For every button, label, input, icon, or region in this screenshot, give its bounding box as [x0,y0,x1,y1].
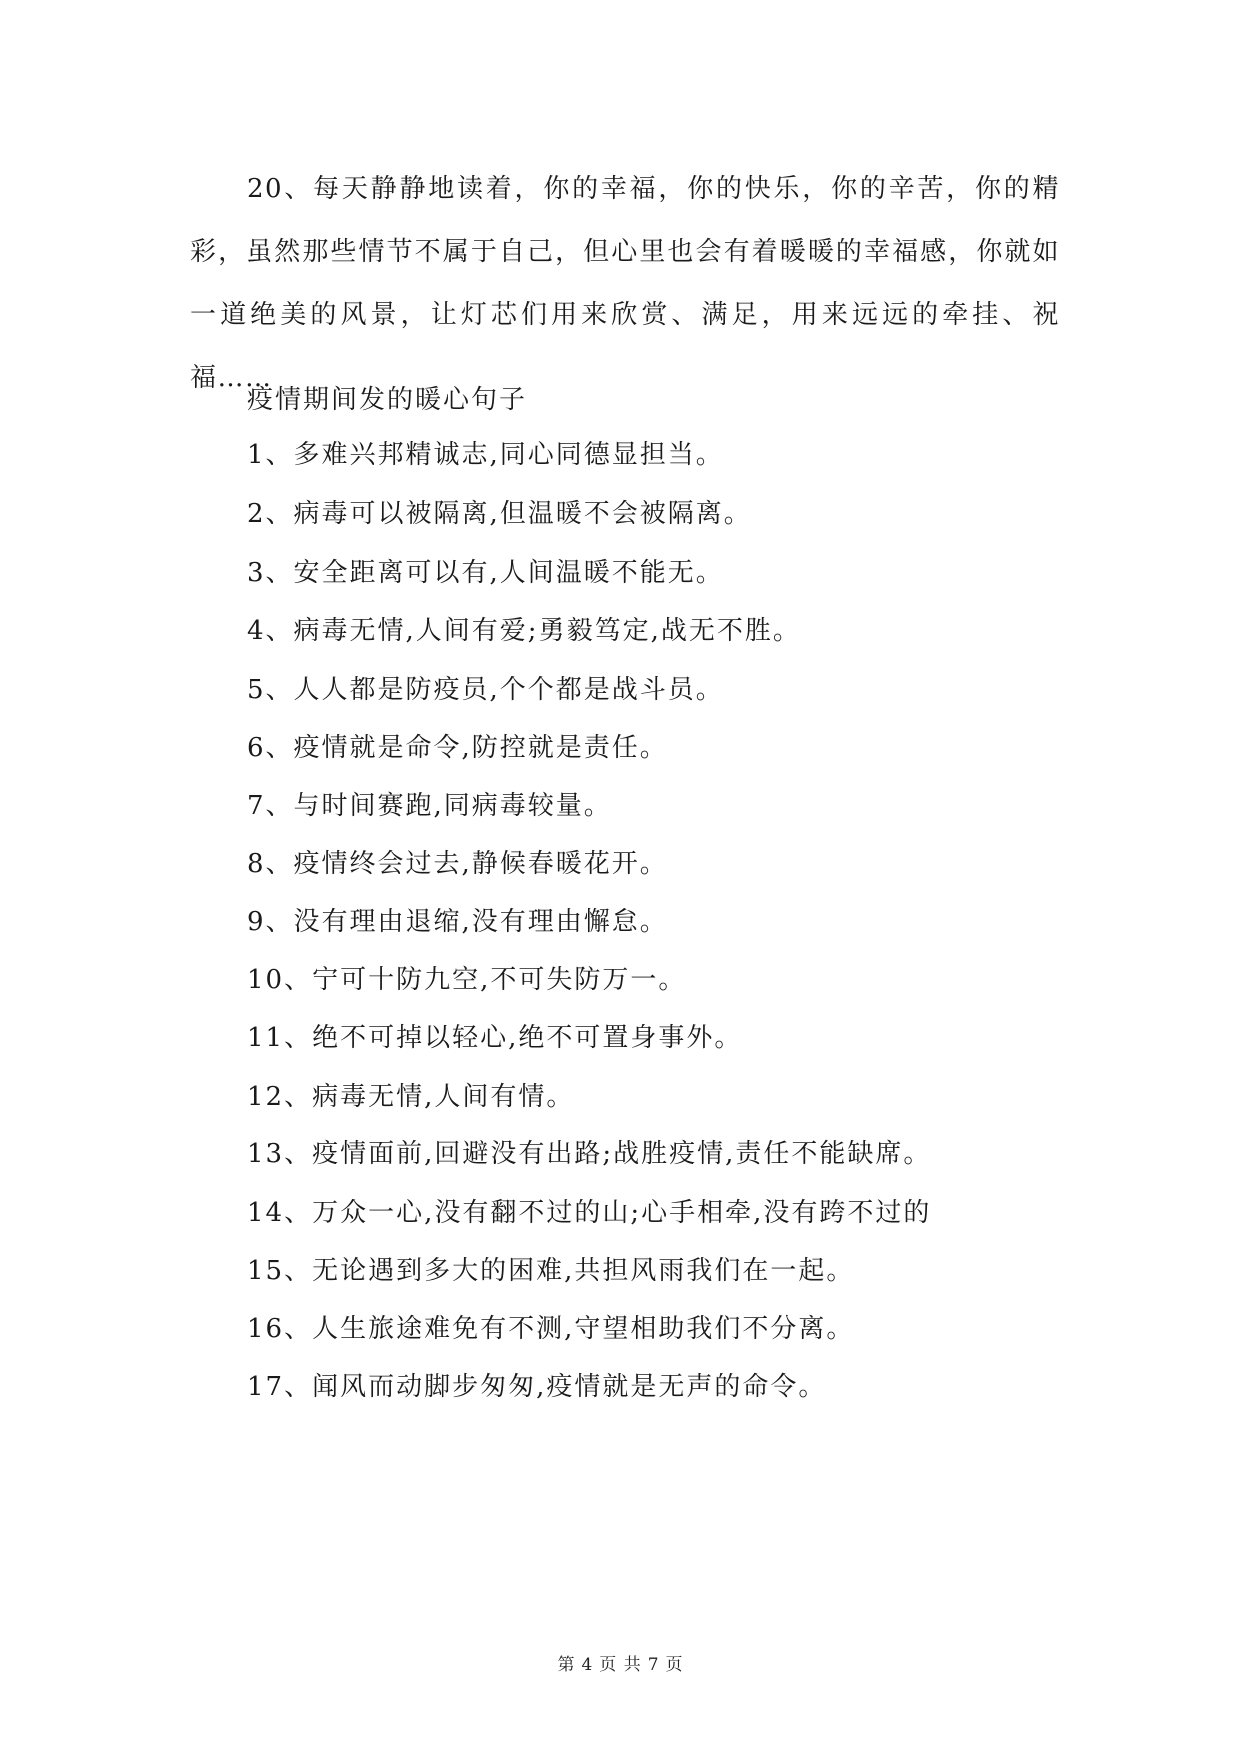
footer-page-number: 4 [581,1655,594,1675]
list-item: 11、绝不可掉以轻心,绝不可置身事外。 [247,1023,743,1053]
list-item: 13、疫情面前,回避没有出路;战胜疫情,责任不能缺席。 [247,1139,932,1169]
footer-prefix: 第 [557,1655,576,1675]
list-item: 14、万众一心,没有翻不过的山;心手相牵,没有跨不过的 [247,1198,932,1228]
page-footer [0,1650,1241,1675]
footer-middle: 页 共 [599,1655,642,1675]
list-item: 4、病毒无情,人间有爱;勇毅笃定,战无不胜。 [247,616,801,646]
list-item: 1、多难兴邦精诚志,同心同德显担当。 [247,440,724,470]
list-item: 12、病毒无情,人间有情。 [247,1082,575,1112]
list-item: 17、闻风而动脚步匆匆,疫情就是无声的命令。 [247,1372,827,1402]
footer-suffix: 页 [665,1655,684,1675]
list-item: 2、病毒可以被隔离,但温暖不会被隔离。 [247,499,752,529]
list-item: 7、与时间赛跑,同病毒较量。 [247,791,612,821]
list-item: 6、疫情就是命令,防控就是责任。 [247,733,668,763]
footer-total-pages: 7 [647,1655,660,1675]
list-item: 5、人人都是防疫员,个个都是战斗员。 [247,675,724,705]
list-item: 15、无论遇到多大的困难,共担风雨我们在一起。 [247,1256,855,1286]
section-title: 疫情期间发的暖心句子 [247,385,528,415]
list-item: 3、安全距离可以有,人间温暖不能无。 [247,558,724,588]
list-item: 16、人生旅途难免有不测,守望相助我们不分离。 [247,1314,855,1344]
intro-paragraph: 20、每天静静地读着，你的幸福，你的快乐，你的辛苦，你的精彩，虽然那些情节不属于自己，但心里也会有着暖暖的幸福感，你就如一道绝美的风景，让灯芯们用来欣赏、满足，用来远远的牵挂、祝福…… [190,174,1060,393]
list-item: 8、疫情终会过去,静候春暖花开。 [247,849,668,879]
list-item: 9、没有理由退缩,没有理由懈怠。 [247,907,668,937]
list-item: 10、宁可十防九空,不可失防万一。 [247,965,687,995]
